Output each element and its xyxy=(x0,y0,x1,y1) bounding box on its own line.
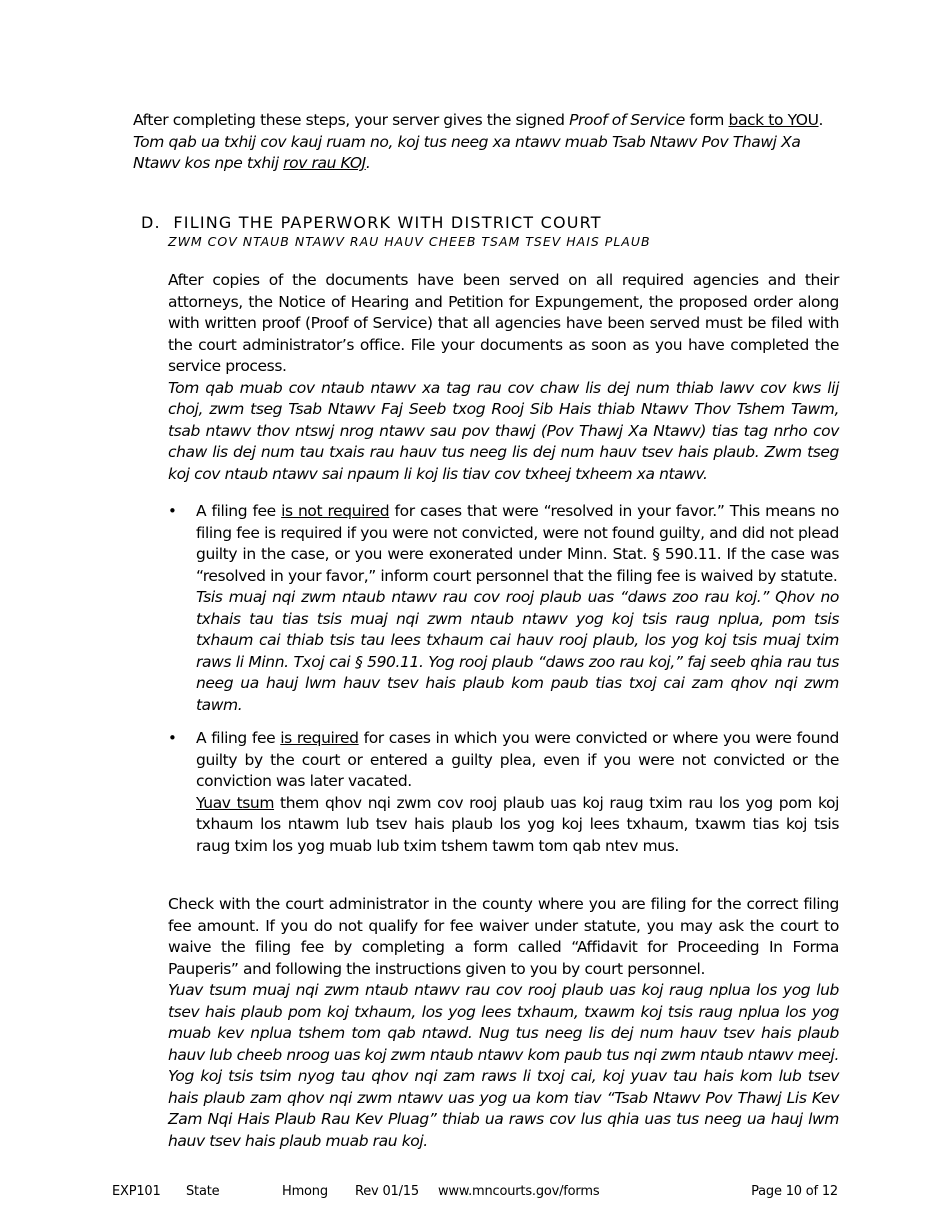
intro-hmong-period: . xyxy=(365,154,371,172)
bullet-underlined: is required xyxy=(280,729,359,747)
section-title xyxy=(141,212,841,234)
check-paragraph-hmong: Yuav tsum muaj nqi zwm ntaub ntawv rau cov rooj plaub uas koj raug nplua los yog lub tsev hais plaub pom koj txhaum, los yog lees txhaum, txawm koj tsis raug nplua los yog muab kev nplua tshem tom qab ntawd. Nug tus neeg lis dej num hauv tsev hais plaub hauv lub cheeb nroog uas koj zwm ntaub ntawv kom paub tus nqi zwm ntaub ntawv meej. Yog koj tsis tsim nyog tau qhov nqi zam raws li txoj cai, koj yuav tau hais kom lub tsev hais plaub zam qhov nqi zwm ntawv uas yog ua kom tiav “Tsab Ntawv Pov Thawj Lis Kev Zam Nqi Hais Plaub Rau Kev Pluag” thiab ua raws cov lus qhia uas tus neeg ua hauj lwm hauv tsev hais plaub muab rau koj. xyxy=(168,981,839,1150)
section-subtitle: ZWM COV NTAUB NTAWV RAU HAUV CHEEB TSAM TSEV HAIS PLAUB xyxy=(168,234,651,249)
filing-fee-list xyxy=(168,501,839,869)
proof-of-service-term: Proof of Service xyxy=(569,111,685,129)
intro-english xyxy=(133,110,833,132)
bullet-icon: • xyxy=(168,729,177,747)
footer-language: Hmong xyxy=(282,1184,328,1199)
footer-page-number: Page 10 of 12 xyxy=(751,1184,838,1199)
check-paragraph-english: Check with the court administrator in the county where you are filing for the correct filing fee amount. If you do not qualify for fee waiver under statute, you may ask the court to waive the filing fee by completing a form called “Affidavit for Proceeding In Forma Pauperis” and following the instructions given to you by court personnel. xyxy=(168,895,839,978)
list-item xyxy=(168,728,839,857)
footer-url[interactable]: www.mncourts.gov/forms xyxy=(438,1184,600,1199)
filing-paragraph-english: After copies of the documents have been served on all required agencies and their attorneys, the Notice of Hearing and Petition for Expungement, the proposed order along with written proof (Proof of Service) that all agencies have been served must be filed with the court administrator’s office. File your documents as soon as you have completed the service process. xyxy=(168,271,839,375)
bullet-hmong-text: them qhov nqi zwm cov rooj plaub uas koj raug txim rau los yog pom koj txhaum los ntawm lub tsev hais plaub los yog koj lees txhaum, txawm tias koj tsis raug txim los yog muab lub txim tshem tawm tom qab ntev mus. xyxy=(196,793,839,855)
bullet-english xyxy=(196,728,839,793)
filing-paragraph-hmong: Tom qab muab cov ntaub ntawv xa tag rau cov chaw lis dej num thiab lawv cov kws lij choj, zwm tseg Tsab Ntawv Faj Seeb txog Rooj Sib Hais thiab Ntawv Thov Tshem Tawm, tsab ntawv thov ntswj nrog ntawv sau pov thawj (Pov Thawj Xa Ntawv) tias tag nrho cov chaw lis dej num tau txais rau hauv tus neeg lis dej num hauv tsev hais plaub. Zwm tseg koj cov ntaub ntawv sai npaum li koj lis tiav cov txheej txheem xa ntawv. xyxy=(168,378,839,483)
bullet-text: A filing fee xyxy=(196,729,281,747)
section-d-heading xyxy=(141,212,841,250)
bullet-text-2: for cases in which you were convicted or where you were found guilty by the court or entered a guilty plea, even if you were not convicted or the conviction was later vacated. xyxy=(196,729,839,790)
bullet-underlined: is not required xyxy=(281,502,390,520)
intro-text: After completing these steps, your server gives the signed xyxy=(133,111,570,129)
bullet-icon: • xyxy=(168,502,177,520)
bullet-text: A filing fee xyxy=(196,502,282,520)
intro-hmong-text: Tom qab ua txhij cov kauj ruam no, koj tus neeg xa ntawv muab Tsab Ntawv Pov Thawj Xa Ntawv kos npe txhij xyxy=(133,132,801,172)
intro-text-2: form xyxy=(684,111,729,129)
bullet-english xyxy=(196,501,839,587)
bullet-hmong: Tsis muaj nqi zwm ntaub ntawv rau cov rooj plaub uas “daws zoo rau koj.” Qhov no txhais tau tias tsis muaj nqi zwm ntaub ntawv yog koj tsis raug nplua, pom tsis txhaum cai thiab tsis tau lees txhaum cai hauv rooj plaub, los yog koj tsis muaj txim raws li Minn. Txoj cai § 590.11. Yog rooj plaub “daws zoo rau koj,” faj seeb qhia rau tus neeg ua hauj lwm hauv tsev hais plaub kom paub tias txoj cai zam qhov nqi zwm tawm. xyxy=(196,588,839,714)
bullet-hmong xyxy=(196,793,839,858)
back-to-you-text: back to YOU xyxy=(728,111,819,129)
intro-period: . xyxy=(818,111,824,129)
check-fee-block xyxy=(168,894,839,1152)
section-d-body xyxy=(168,270,839,485)
bullet-text-2: for cases that were “resolved in your favor.” This means no filing fee is required if you were not convicted, were not found guilty, and did not plead guilty in the case, or you were exonerated under Minn. Stat. § 590.11. If the case was “resolved in your favor,” inform court personnel that the filing fee is waived by statute. xyxy=(196,502,839,585)
footer-form-id: EXP101 xyxy=(112,1184,161,1199)
footer-revision: Rev 01/15 xyxy=(355,1184,419,1199)
section-letter: D. xyxy=(141,213,161,232)
footer-state: State xyxy=(186,1184,220,1199)
bullet-hmong-underlined: Yuav tsum xyxy=(196,793,275,812)
intro-hmong-underlined: rov rau KOJ xyxy=(283,154,366,172)
intro-block xyxy=(133,110,833,175)
list-item xyxy=(168,501,839,716)
intro-hmong xyxy=(133,132,833,175)
section-title-text: FILING THE PAPERWORK WITH DISTRICT COURT xyxy=(173,213,602,232)
